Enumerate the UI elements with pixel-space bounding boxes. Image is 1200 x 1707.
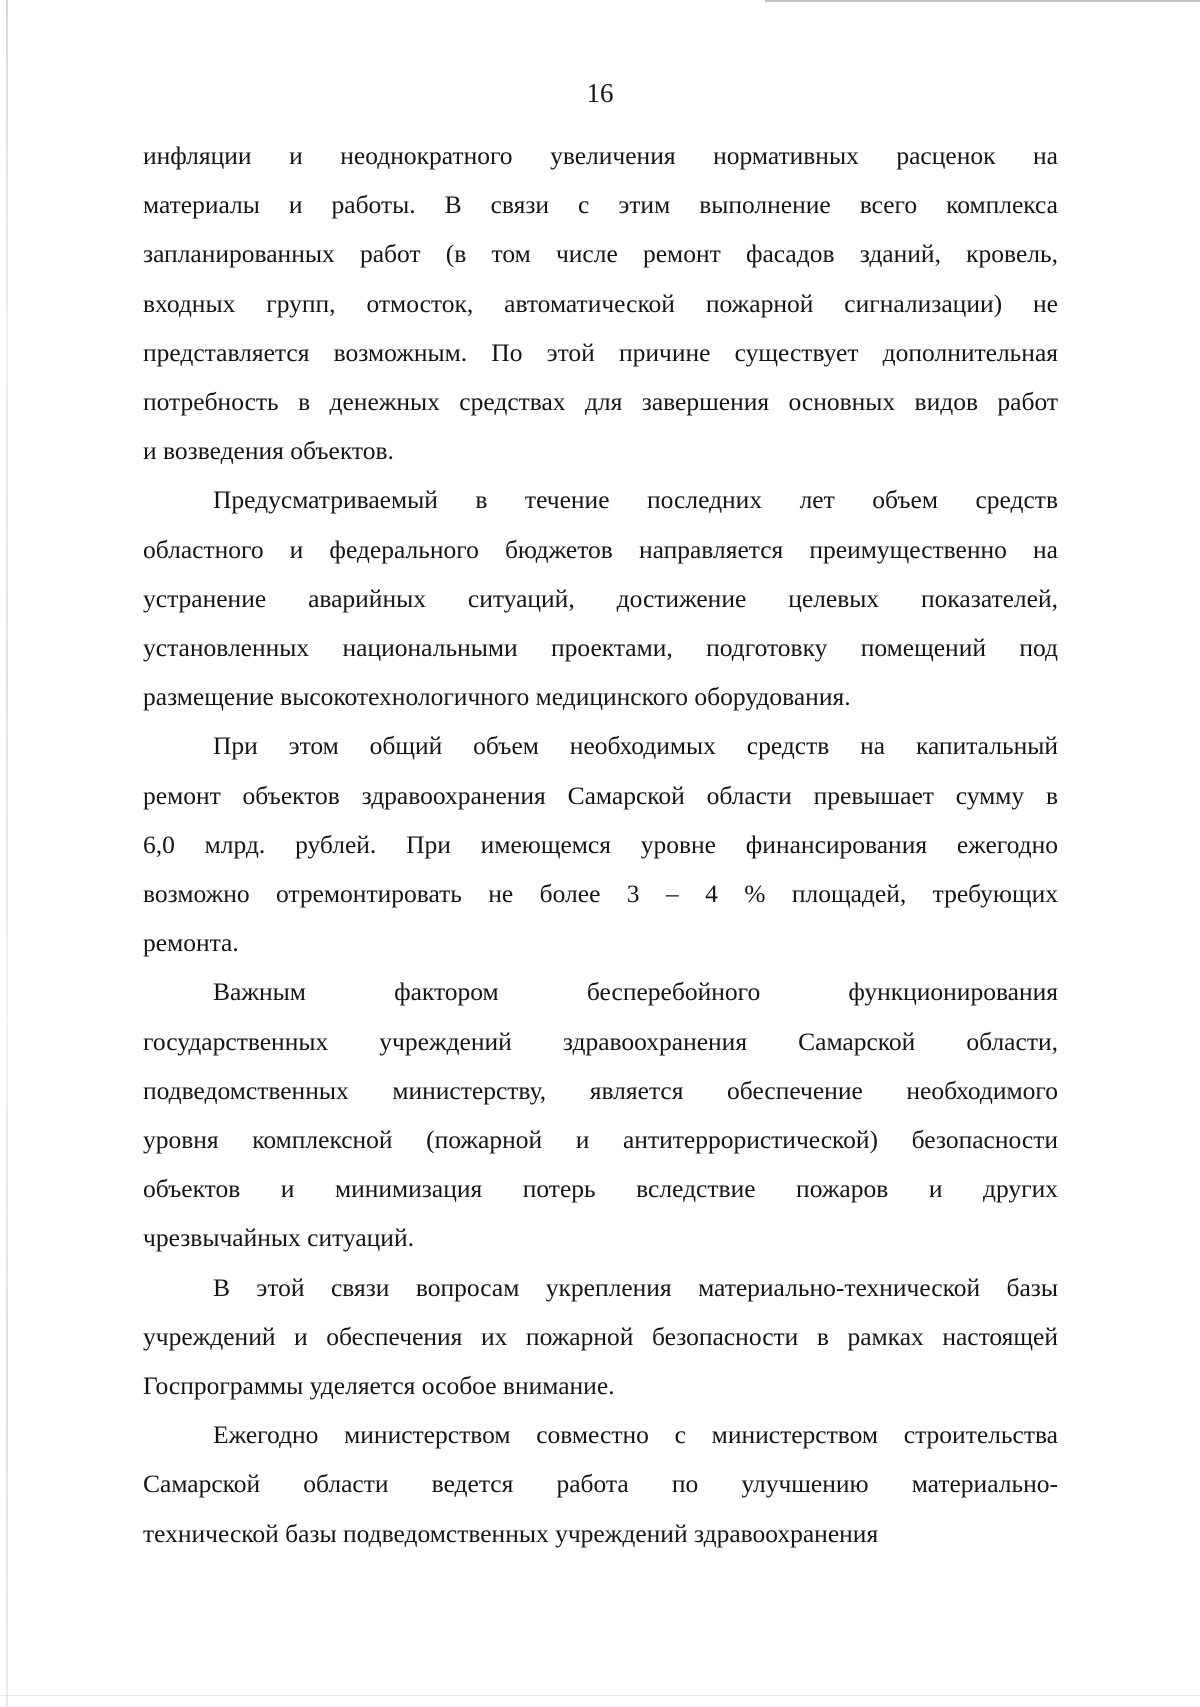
paragraph bbox=[143, 1263, 1058, 1411]
text-line: материалы и работы. В связи с этим выполнение всего комплекса bbox=[143, 190, 1058, 220]
text-line: Важным фактором бесперебойного функционирования bbox=[213, 977, 1058, 1007]
text-line: чрезвычайных ситуаций. bbox=[143, 1223, 414, 1253]
text-line: входных групп, отмосток, автоматической пожарной сигнализации) не bbox=[143, 288, 1058, 318]
document-body bbox=[143, 131, 1058, 1558]
text-line: Предусматриваемый в течение последних лет объем средств bbox=[213, 485, 1058, 515]
page-number: 16 bbox=[586, 78, 614, 108]
paragraph bbox=[143, 475, 1058, 721]
text-line: потребность в денежных средствах для завершения основных видов работ bbox=[143, 387, 1058, 417]
text-line: технической базы подведомственных учреждений здравоохранения bbox=[143, 1518, 879, 1548]
text-line: уровня комплексной (пожарной и антитеррористической) безопасности bbox=[143, 1125, 1058, 1155]
paragraph bbox=[143, 721, 1058, 967]
text-line: устранение аварийных ситуаций, достижение целевых показателей, bbox=[143, 583, 1058, 613]
text-line: государственных учреждений здравоохранения Самарской области, bbox=[143, 1026, 1058, 1056]
text-line: ремонт объектов здравоохранения Самарской области превышает сумму в bbox=[143, 780, 1058, 810]
paragraph bbox=[143, 967, 1058, 1262]
text-line: 6,0 млрд. рублей. При имеющемся уровне финансирования ежегодно bbox=[143, 829, 1058, 859]
text-line: инфляции и неоднократного увеличения нормативных расценок на bbox=[143, 141, 1058, 170]
text-line: размещение высокотехнологичного медицинского оборудования. bbox=[143, 682, 851, 712]
text-line: ремонта. bbox=[143, 928, 239, 958]
text-line: Ежегодно министерством совместно с министерством строительства bbox=[213, 1420, 1058, 1450]
text-line: При этом общий объем необходимых средств на капитальный bbox=[213, 731, 1058, 761]
text-line: и возведения объектов. bbox=[143, 436, 394, 466]
scan-edge-bottom bbox=[0, 1695, 1200, 1696]
text-line: областного и федерального бюджетов направляется преимущественно на bbox=[143, 534, 1058, 564]
scan-edge-left bbox=[6, 0, 8, 1707]
text-line: В этой связи вопросам укрепления материально-технической базы bbox=[213, 1272, 1058, 1302]
text-line: Госпрограммы уделяется особое внимание. bbox=[143, 1371, 615, 1401]
text-line: возможно отремонтировать не более 3 – 4 % площадей, требующих bbox=[143, 879, 1058, 909]
text-line: установленных национальными проектами, подготовку помещений под bbox=[143, 633, 1058, 663]
text-line: подведомственных министерству, является обеспечение необходимого bbox=[143, 1075, 1058, 1105]
scan-edge-top bbox=[765, 0, 1200, 2]
text-line: представляется возможным. По этой причине существует дополнительная bbox=[143, 337, 1058, 367]
text-line: Самарской области ведется работа по улучшению материально- bbox=[143, 1469, 1058, 1499]
text-line: запланированных работ (в том числе ремонт фасадов зданий, кровель, bbox=[143, 239, 1058, 269]
text-line: объектов и минимизация потерь вследствие пожаров и других bbox=[143, 1174, 1058, 1204]
paragraph bbox=[143, 1410, 1058, 1558]
text-line: учреждений и обеспечения их пожарной безопасности в рамках настоящей bbox=[143, 1321, 1058, 1351]
paragraph bbox=[143, 131, 1058, 475]
